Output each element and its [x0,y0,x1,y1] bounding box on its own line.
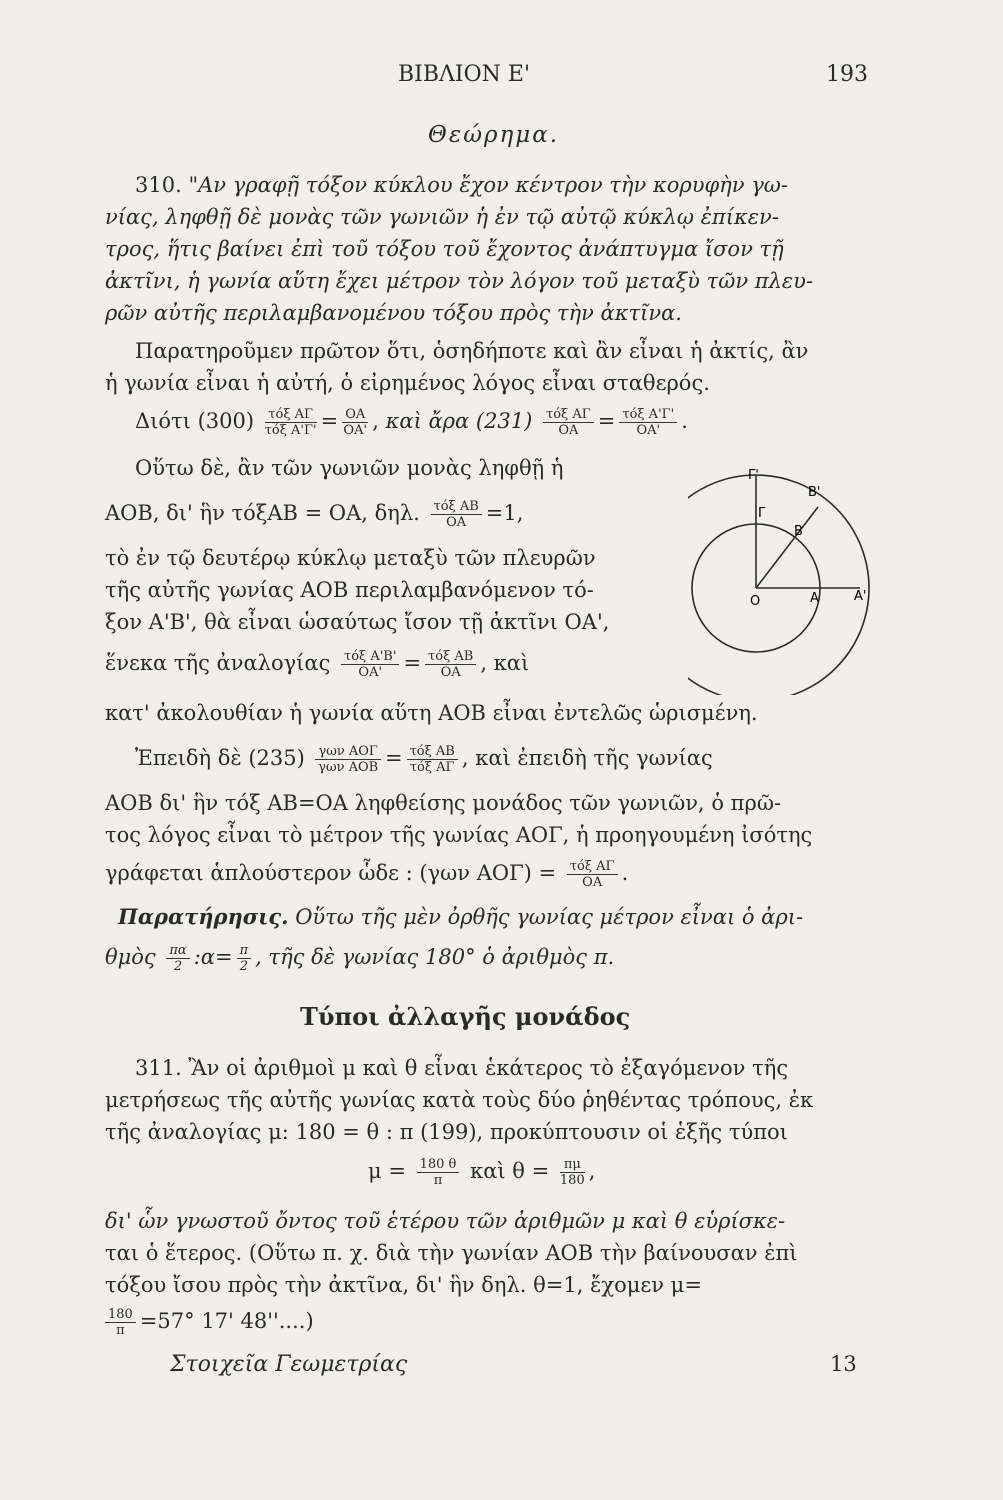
geometry-figure [688,455,888,695]
label-g: Γ [758,506,766,521]
label-b1: Β' [808,485,821,500]
grafetai-line: γράφεται ἁπλούστερον ὧδε : (γων ΑΟΓ) = $\frac{\text{τόξ ΑΓ}}{OA}$ . [105,859,629,890]
fraction: $\frac{\pi\mu}{180}$ [559,1157,585,1188]
heneka-line: ἕνεκα τῆς ἀναλογίας $\frac{\text{τόξ Α'Β'}}{OA'}$ = $\frac{\text{τόξ ΑΒ}}{OA}$ , καὶ [105,649,530,680]
remark-line-2: θμὸς $\frac{\pi\alpha}{2}$ :α= $\frac{\pi}{2}$ , τῆς δὲ γωνίας 180° ὁ ἀριθμὸς π. [105,943,615,974]
fraction: $\frac{180}{\pi}$ [105,1308,136,1337]
fraction: $\frac{\text{τόξ ΑΒ}}{\text{τόξ ΑΓ}}$ [407,745,458,774]
formula-line: μ = $\frac{180 \theta}{\pi}$ καὶ θ = $\frac{\pi\mu}{180}$ , [368,1157,596,1188]
sec311-line-7: $\frac{180}{\pi}$ =57° 17' 48''....) [105,1308,314,1337]
fraction: $\frac{\pi\alpha}{2}$ [166,944,189,973]
label-a: Α [810,591,819,606]
observation-line-2: ἡ γωνία εἶναι ἡ αὐτή, ὁ εἰρημένος λόγος εἶναι σταθερός. [105,371,710,395]
fraction: $\frac{\text{τόξ Α'Γ'}}{OA'}$ [619,408,677,437]
aob-line: ΑΟΒ, δι' ἣν τόξΑΒ = ΟΑ, δηλ. $\frac{\text{τόξ ΑΒ}}{OA}$ =1, [105,499,524,530]
dioti-line: Διότι (300) $\frac{\text{τόξ ΑΓ}}{\text{τόξ Α'Γ'}}$ = $\frac{OA}{OA'}$ , καὶ ἄρα (231) $\frac{\text{τόξ ΑΓ}}{OA}$ = $\frac{\text{τόξ Α'Γ'}}{OA'}$ . [135,407,688,438]
sec311-line-6: τόξου ἴσου πρὸς τὴν ἀκτῖνα, δι' ἣν δηλ. θ=1, ἔχομεν μ= [105,1273,702,1297]
observation-line-1: Παρατηροῦμεν πρῶτον ὅτι, ὁσηδήποτε καὶ ἂν εἶναι ἡ ἀκτίς, ἂν [135,339,809,363]
fraction: $\frac{\pi}{2}$ [237,944,252,973]
sec311-line-5: ται ὁ ἕτερος. (Οὕτω π. χ. διὰ τὴν γωνίαν ΑΟΒ τὴν βαίνουσαν ἐπὶ [105,1241,798,1265]
statement-line-3: τρος, ἥτις βαίνει ἐπὶ τοῦ τόξου τοῦ ἔχοντος ἀνάπτυγμα ἴσον τῇ [105,237,784,261]
outer-circle [688,475,869,695]
epeidi-line: Ἐπειδὴ δὲ (235) $\frac{\text{γων ΑΟΓ}}{\text{γων ΑΟΒ}}$ = $\frac{\text{τόξ ΑΒ}}{\text{τόξ ΑΓ}}$ , καὶ ἐπειδὴ τῆς γωνίας [135,744,713,775]
label-g1: Γ' [748,468,759,483]
page-number: 193 [826,62,868,87]
footer-book-title: Στοιχεῖα Γεωμετρίας [170,1352,408,1377]
label-o: Ο [750,594,761,609]
theorem-title: Θεώρημα. [428,122,560,148]
running-title: ΒΙΒΛΙΟΝ Ε' [398,62,530,87]
fraction: $\frac{180 \theta}{\pi}$ [417,1158,460,1187]
sec311-line-2: μετρήσεως τῆς αὐτῆς γωνίας κατὰ τοὺς δύο ῥηθέντας τρόπους, ἐκ [105,1088,814,1112]
fraction: $\frac{\text{τόξ ΑΓ}}{OA}$ [543,408,594,437]
fraction: $\frac{OA}{OA'}$ [343,407,368,438]
remark-label: Παρατήρησις. [118,904,289,929]
kat-line: κατ' ἀκολουθίαν ἡ γωνία αὕτη ΑΟΒ εἶναι ἐντελῶς ὡρισμένη. [105,701,758,725]
fraction: $\frac{\text{τόξ Α'Β'}}{OA'}$ [341,650,399,679]
sec311-line-4: δι' ὧν γνωστοῦ ὄντος τοῦ ἑτέρου τῶν ἀριθμῶν μ καὶ θ εὑρίσκε- [105,1209,786,1233]
same-angle-line: τῆς αὐτῆς γωνίας ΑΟΒ περιλαμβανόμενον τό- [105,578,594,602]
second-circle-line: τὸ ἐν τῷ δευτέρῳ κύκλῳ μεταξὺ τῶν πλευρῶν [105,546,596,570]
sec311-line-1: 311. Ἂν οἱ ἀριθμοὶ μ καὶ θ εἶναι ἑκάτερος τὸ ἐξαγόμενον τῆς [135,1056,789,1080]
aob-di-line: ΑΟΒ δι' ἣν τόξ ΑΒ=ΟΑ ληφθείσης μονάδος τῶν γωνιῶν, ὁ πρῶ- [105,791,782,815]
fraction: $\frac{\text{γων ΑΟΓ}}{\text{γων ΑΟΒ}}$ [315,745,380,774]
outo-line: Οὕτω δὲ, ἂν τῶν γωνιῶν μονὰς ληφθῇ ἡ [135,456,564,480]
tos-line: τος λόγος εἶναι τὸ μέτρον τῆς γωνίας ΑΟΓ, ἡ προηγουμένη ἰσότης [105,823,813,847]
statement-line-2: νίας, ληφθῇ δὲ μονὰς τῶν γωνιῶν ἡ ἐν τῷ αὐτῷ κύκλῳ ἐπίκεν- [105,205,779,229]
footer-signature: 13 [830,1352,857,1376]
statement-line-5: ρῶν αὐτῆς περιλαμβανομένου τόξου πρὸς τὴν ἀκτῖνα. [105,301,682,325]
label-a1: Α' [854,589,867,604]
xon-line: ξον Α'Β', θὰ εἶναι ὡσαύτως ἴσον τῇ ἀκτῖνι ΟΑ', [105,610,610,634]
remark-line-1: Παρατήρησις. Οὕτω τῆς μὲν ὀρθῆς γωνίας μέτρον εἶναι ὁ ἀρι- [118,904,804,929]
section-number-310: 310. [135,173,182,197]
statement-line-4: ἀκτῖνι, ἡ γωνία αὕτη ἔχει μέτρον τὸν λόγον τοῦ μεταξὺ τῶν πλευ- [105,269,814,293]
label-b: Β [794,524,803,539]
subheading: Τύποι ἀλλαγῆς μονάδος [300,1002,631,1031]
sec311-line-3: τῆς ἀναλογίας μ: 180 = θ : π (199), προκύπτουσιν οἱ ἑξῆς τύποι [105,1120,788,1144]
fraction: $\frac{\text{τόξ ΑΒ}}{OA}$ [425,650,476,679]
radius-ob [756,507,818,588]
fraction: $\frac{\text{τόξ ΑΓ}}{OA}$ [567,860,618,889]
fraction: $\frac{\text{τόξ ΑΒ}}{OA}$ [431,500,482,529]
statement-line-1: 310. "Αν γραφῇ τόξον κύκλου ἔχον κέντρον τὴν κορυφὴν γω- [135,173,788,197]
fraction: $\frac{\text{τόξ ΑΓ}}{\text{τόξ Α'Γ'}}$ [264,407,317,438]
